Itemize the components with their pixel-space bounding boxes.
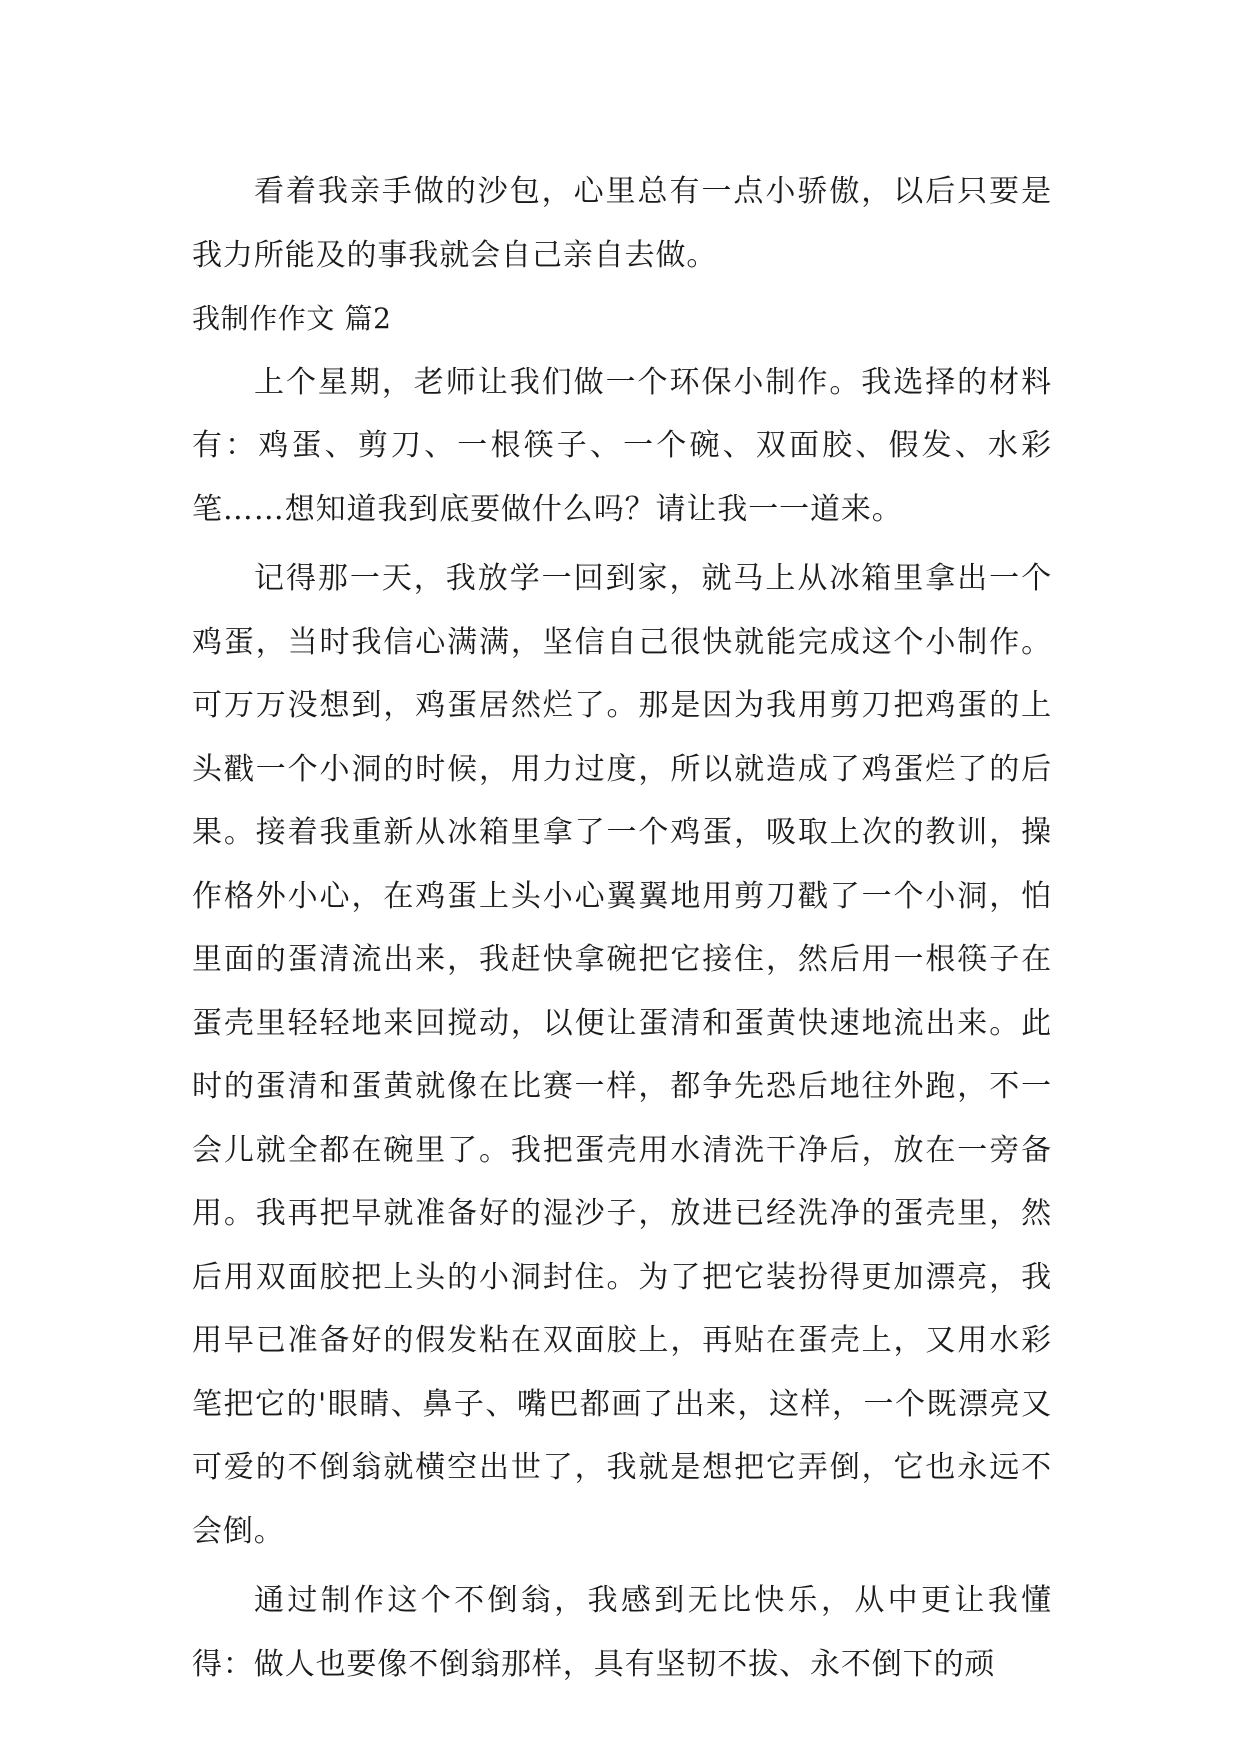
essay-heading: 我制作作文 篇2 [192, 302, 392, 335]
document-page [192, 160, 1052, 1696]
paragraph-conclusion: 通过制作这个不倒翁，我感到无比快乐，从中更让我懂得：做人也要像不倒翁那样，具有坚韧不拔、永不倒下的顽 [192, 1583, 1052, 1682]
paragraph-body: 记得那一天，我放学一回到家，就马上从冰箱里拿出一个鸡蛋，当时我信心满满，坚信自己很快就能完成这个小制作。可万万没想到，鸡蛋居然烂了。那是因为我用剪刀把鸡蛋的上头戳一个小洞的时候，用力过度，所以就造成了鸡蛋烂了的后果。接着我重新从冰箱里拿了一个鸡蛋，吸取上次的教训，操作格外小心，在鸡蛋上头小心翼翼地用剪刀戳了一个小洞，怕里面的蛋清流出来，我赶快拿碗把它接住，然后用一根筷子在蛋壳里轻轻地来回搅动，以便让蛋清和蛋黄快速地流出来。此时的蛋清和蛋黄就像在比赛一样，都争先恐后地往外跑，不一会儿就全都在碗里了。我把蛋壳用水清洗干净后，放在一旁备用。我再把早就准备好的湿沙子，放进已经洗净的蛋壳里，然后用双面胶把上头的小洞封住。为了把它装扮得更加漂亮，我用早已准备好的假发粘在双面胶上，再贴在蛋壳上，又用水彩笔把它的'眼睛、鼻子、嘴巴都画了出来，这样，一个既漂亮又可爱的不倒翁就横空出世了，我就是想把它弄倒，它也永远不会倒。 [192, 561, 1052, 1549]
paragraph-intro: 上个星期，老师让我们做一个环保小制作。我选择的材料有：鸡蛋、剪刀、一根筷子、一个碗、双面胶、假发、水彩笔……想知道我到底要做什么吗？请让我一一道来。 [192, 364, 1052, 527]
paragraph-closing-previous-essay: 看着我亲手做的沙包，心里总有一点小骄傲，以后只要是我力所能及的事我就会自己亲自去做。 [192, 174, 1052, 273]
